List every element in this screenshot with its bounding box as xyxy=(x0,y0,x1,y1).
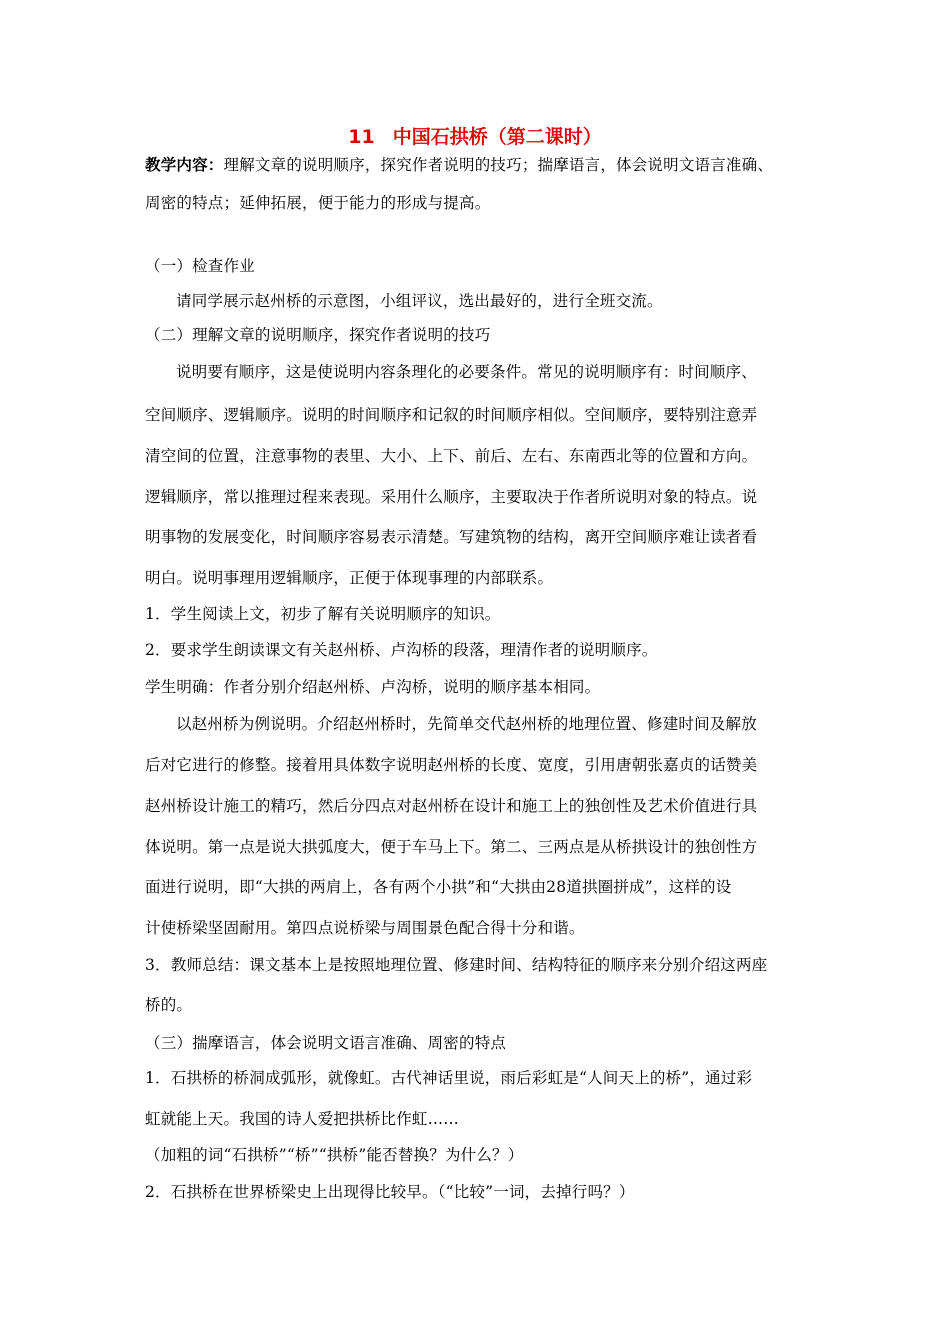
teaching-content-label: 教学内容： xyxy=(145,156,224,174)
teaching-content-line-1 xyxy=(145,155,773,175)
paragraph-line: 面进行说明，即“大拱的两肩上，各有两个小拱”和“大拱由28道拱圈拼成”，这样的设 xyxy=(145,878,732,896)
section-heading-1: （一）检查作业 xyxy=(145,257,255,275)
list-item: 2．要求学生朗读课文有关赵州桥、卢沟桥的段落，理清作者的说明顺序。 xyxy=(145,641,658,659)
paragraph-line: 后对它进行的修整。接着用具体数字说明赵州桥的长度、宽度，引用唐朝张嘉贞的话赞美 xyxy=(145,756,758,774)
paragraph-line: 说明要有顺序，这是使说明内容条理化的必要条件。常见的说明顺序有：时间顺序、 xyxy=(176,363,757,381)
paragraph-line: 逻辑顺序，常以推理过程来表现。采用什么顺序，主要取决于作者所说明对象的特点。说 xyxy=(145,488,758,506)
paragraph-line: 桥的。 xyxy=(145,996,193,1014)
paragraph-line: 请同学展示赵州桥的示意图，小组评议，选出最好的，进行全班交流。 xyxy=(176,292,663,310)
teaching-content-line-2: 周密的特点；延伸拓展，便于能力的形成与提高。 xyxy=(145,194,491,212)
paragraph-line: 明事物的发展变化，时间顺序容易表示清楚。写建筑物的结构，离开空间顺序难让读者看 xyxy=(145,528,758,546)
teaching-content-text: 理解文章的说明顺序，探究作者说明的技巧；揣摩语言，体会说明文语言准确、 xyxy=(223,156,774,174)
paragraph-line: 以赵州桥为例说明。介绍赵州桥时，先简单交代赵州桥的地理位置、修建时间及解放 xyxy=(176,715,757,733)
paragraph-line: 清空间的位置，注意事物的表里、大小、上下、前后、左右、东南西北等的位置和方向。 xyxy=(145,447,758,465)
lesson-title: 中国石拱桥（第二课时） xyxy=(392,126,602,148)
paragraph-line: 明白。说明事理用逻辑顺序，正便于体现事理的内部联系。 xyxy=(145,569,554,587)
list-item: 1．石拱桥的桥洞成弧形，就像虹。古代神话里说，雨后彩虹是“人间天上的桥”，通过彩 xyxy=(145,1069,753,1087)
paragraph-line: 学生明确：作者分别介绍赵州桥、卢沟桥，说明的顺序基本相同。 xyxy=(145,678,601,696)
paragraph-line: 虹就能上天。我国的诗人爱把拱桥比作虹…… xyxy=(145,1110,460,1128)
lesson-number: 11 xyxy=(348,126,375,148)
document-title xyxy=(0,124,950,150)
paragraph-line: 空间顺序、逻辑顺序。说明的时间顺序和记叙的时间顺序相似。空间顺序，要特别注意弄 xyxy=(145,406,758,424)
paragraph-line: 计使桥梁坚固耐用。第四点说桥梁与周围景色配合得十分和谐。 xyxy=(145,919,585,937)
list-item: 1．学生阅读上文，初步了解有关说明顺序的知识。 xyxy=(145,605,501,623)
section-heading-2: （二）理解文章的说明顺序，探究作者说明的技巧 xyxy=(145,326,491,344)
section-heading-3: （三）揣摩语言，体会说明文语言准确、周密的特点 xyxy=(145,1034,507,1052)
paragraph-line: 赵州桥设计施工的精巧，然后分四点对赵州桥在设计和施工上的独创性及艺术价值进行具 xyxy=(145,797,758,815)
list-item: 3．教师总结：课文基本上是按照地理位置、修建时间、结构特征的顺序来分别介绍这两座 xyxy=(145,956,768,974)
list-item: 2．石拱桥在世界桥梁史上出现得比较早。（“比较”一词，去掉行吗？） xyxy=(145,1183,635,1201)
paragraph-line: （加粗的词“石拱桥”“桥”“拱桥”能否替换？为什么？） xyxy=(145,1146,524,1164)
paragraph-line: 体说明。第一点是说大拱弧度大，便于车马上下。第二、三两点是从桥拱设计的独创性方 xyxy=(145,838,758,856)
